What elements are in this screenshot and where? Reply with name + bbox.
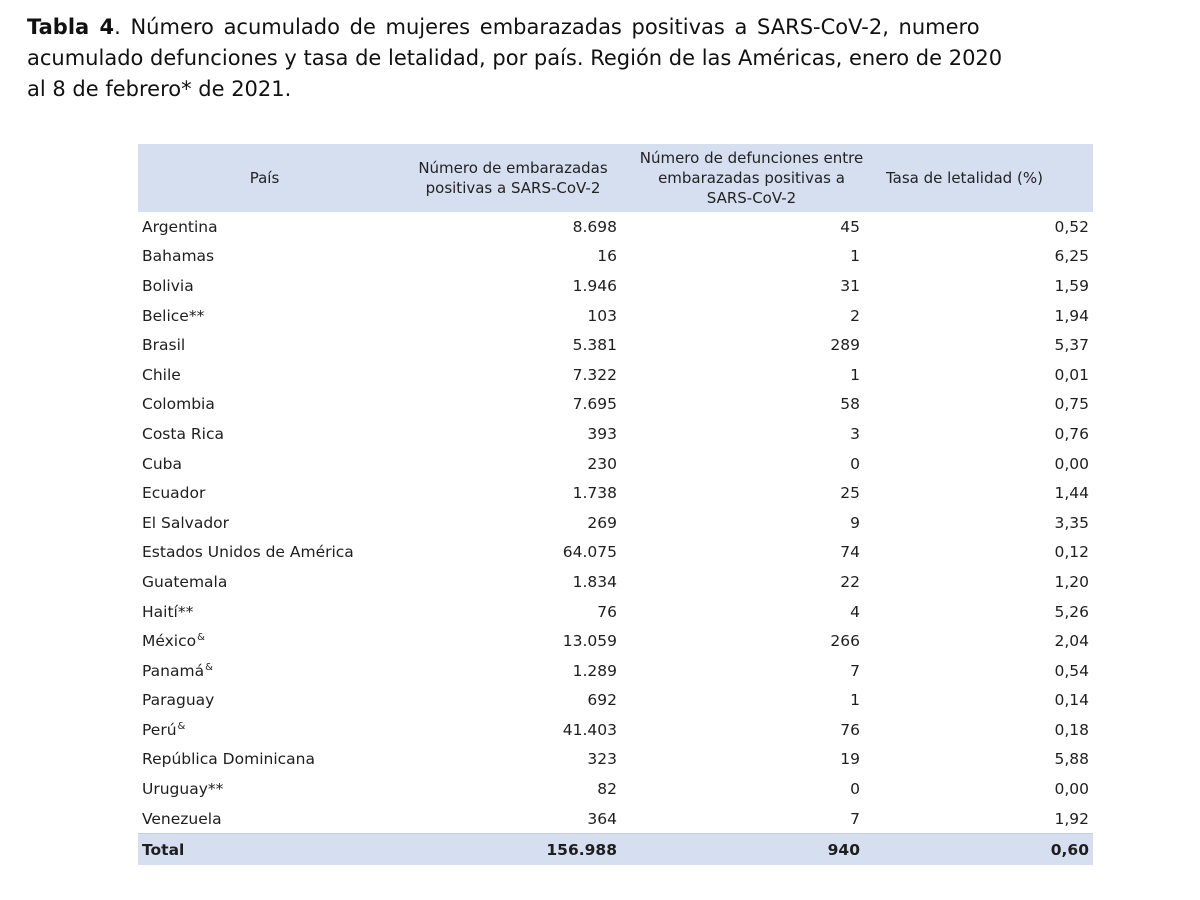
cell-rate: 0,01 bbox=[1054, 365, 1089, 384]
cell-country bbox=[138, 419, 391, 449]
cell-deaths: 76 bbox=[840, 720, 860, 739]
header-cases: Número de embarazadas positivas a SARS-CoV-2 bbox=[391, 144, 635, 212]
cell-rate: 1,92 bbox=[1054, 809, 1089, 828]
cell-country bbox=[138, 449, 391, 479]
footnote-marker: & bbox=[197, 632, 205, 644]
cell-country bbox=[138, 478, 391, 508]
cell-deaths: 31 bbox=[840, 276, 860, 295]
country-name: Costa Rica bbox=[142, 424, 224, 443]
table-row bbox=[138, 745, 1093, 775]
cell-deaths: 1 bbox=[850, 691, 860, 710]
caption-line-1 bbox=[27, 12, 1200, 43]
country-name: Chile bbox=[142, 365, 181, 384]
cell-rate: 0,14 bbox=[1054, 691, 1089, 710]
table-row bbox=[138, 212, 1093, 242]
table-row bbox=[138, 597, 1093, 627]
cell-country bbox=[138, 597, 391, 627]
table-header-row bbox=[138, 144, 1093, 212]
cell-rate: 6,25 bbox=[1054, 247, 1089, 266]
cell-deaths: 7 bbox=[850, 809, 860, 828]
table-row bbox=[138, 508, 1093, 538]
country-name: Bahamas bbox=[142, 247, 215, 266]
cell-country bbox=[138, 242, 391, 272]
cell-rate: 3,35 bbox=[1054, 513, 1089, 532]
footnote-marker: & bbox=[205, 661, 213, 673]
cell-rate: 0,54 bbox=[1054, 661, 1089, 680]
cell-deaths: 266 bbox=[830, 632, 860, 651]
cell-country bbox=[138, 715, 391, 745]
cell-deaths: 3 bbox=[850, 424, 860, 443]
cell-deaths: 58 bbox=[840, 395, 860, 414]
country-name: México bbox=[142, 632, 197, 651]
cell-cases: 64.075 bbox=[562, 543, 617, 562]
cell-cases: 230 bbox=[587, 454, 617, 473]
cell-country bbox=[138, 804, 391, 834]
cell-rate: 0,76 bbox=[1054, 424, 1089, 443]
table-row bbox=[138, 271, 1093, 301]
cell-deaths: 25 bbox=[840, 484, 860, 503]
cell-rate: 0,75 bbox=[1054, 395, 1089, 414]
cell-rate: 1,59 bbox=[1054, 276, 1089, 295]
cell-cases: 5.381 bbox=[572, 336, 617, 355]
table-row bbox=[138, 419, 1093, 449]
cell-rate: 0,12 bbox=[1054, 543, 1089, 562]
cell-rate: 0,52 bbox=[1054, 217, 1089, 236]
cell-cases: 103 bbox=[587, 306, 617, 325]
country-name: Argentina bbox=[142, 217, 218, 236]
table-row bbox=[138, 656, 1093, 686]
table-row bbox=[138, 715, 1093, 745]
country-name: Venezuela bbox=[142, 809, 222, 828]
cell-cases: 8.698 bbox=[572, 217, 617, 236]
cell-cases: 1.946 bbox=[572, 276, 617, 295]
cell-country bbox=[138, 390, 391, 420]
cell-rate: 5,37 bbox=[1054, 336, 1089, 355]
cell-rate: 1,44 bbox=[1054, 484, 1089, 503]
cell-cases: 13.059 bbox=[562, 632, 617, 651]
total-label: Total bbox=[138, 834, 391, 866]
cell-cases: 1.289 bbox=[572, 661, 617, 680]
cell-cases: 393 bbox=[587, 424, 617, 443]
cell-cases: 1.738 bbox=[572, 484, 617, 503]
cell-country bbox=[138, 330, 391, 360]
table-body bbox=[138, 212, 1093, 834]
table-row bbox=[138, 567, 1093, 597]
country-name: Uruguay** bbox=[142, 780, 224, 799]
cell-deaths: 22 bbox=[840, 572, 860, 591]
header-deaths: Número de defunciones entre embarazadas positivas a SARS-CoV-2 bbox=[635, 144, 868, 212]
header-country: País bbox=[138, 144, 391, 212]
cell-rate: 2,04 bbox=[1054, 632, 1089, 651]
table-row bbox=[138, 449, 1093, 479]
table-row bbox=[138, 804, 1093, 834]
cell-country bbox=[138, 271, 391, 301]
cell-country bbox=[138, 301, 391, 331]
total-rate: 0,60 bbox=[868, 834, 1093, 866]
country-name: Estados Unidos de América bbox=[142, 543, 354, 562]
country-name: El Salvador bbox=[142, 513, 230, 532]
cell-rate: 1,20 bbox=[1054, 572, 1089, 591]
caption-label: Tabla 4 bbox=[27, 15, 115, 39]
cell-deaths: 74 bbox=[840, 543, 860, 562]
cell-country bbox=[138, 360, 391, 390]
cell-cases: 7.322 bbox=[572, 365, 617, 384]
table-row bbox=[138, 626, 1093, 656]
table-row bbox=[138, 390, 1093, 420]
country-name: Ecuador bbox=[142, 484, 206, 503]
caption-line-1-text: . Número acumulado de mujeres embarazadas positivas a SARS-CoV-2, numero bbox=[114, 15, 980, 39]
total-deaths: 940 bbox=[635, 834, 868, 866]
country-name: Perú bbox=[142, 720, 177, 739]
cell-cases: 323 bbox=[587, 750, 617, 769]
table-row bbox=[138, 686, 1093, 716]
cell-cases: 7.695 bbox=[572, 395, 617, 414]
cell-cases: 269 bbox=[587, 513, 617, 532]
country-name: Panamá bbox=[142, 661, 205, 680]
footnote-marker: & bbox=[177, 720, 186, 732]
country-name: Haití** bbox=[142, 602, 194, 621]
country-name: Bolivia bbox=[142, 276, 194, 295]
country-name: República Dominicana bbox=[142, 750, 315, 769]
cell-cases: 1.834 bbox=[572, 572, 617, 591]
cell-deaths: 9 bbox=[850, 513, 860, 532]
cell-rate: 5,88 bbox=[1054, 750, 1089, 769]
country-name: Colombia bbox=[142, 395, 215, 414]
country-name: Paraguay bbox=[142, 691, 215, 710]
cell-deaths: 1 bbox=[850, 365, 860, 384]
cell-deaths: 4 bbox=[850, 602, 860, 621]
cell-cases: 82 bbox=[597, 780, 617, 799]
country-name: Guatemala bbox=[142, 572, 228, 591]
total-row bbox=[138, 834, 1093, 866]
table-row bbox=[138, 301, 1093, 331]
total-cases: 156.988 bbox=[391, 834, 635, 866]
table-row bbox=[138, 774, 1093, 804]
cell-cases: 76 bbox=[597, 602, 617, 621]
cell-country bbox=[138, 774, 391, 804]
cell-country bbox=[138, 745, 391, 775]
cell-deaths: 1 bbox=[850, 247, 860, 266]
header-rate: Tasa de letalidad (%) bbox=[868, 144, 1093, 212]
cell-deaths: 19 bbox=[840, 750, 860, 769]
country-name: Brasil bbox=[142, 336, 186, 355]
cell-deaths: 289 bbox=[830, 336, 860, 355]
cell-deaths: 0 bbox=[850, 454, 860, 473]
cell-cases: 16 bbox=[597, 247, 617, 266]
table-row bbox=[138, 242, 1093, 272]
country-name: Belice** bbox=[142, 306, 205, 325]
table-caption bbox=[27, 12, 1200, 105]
cell-deaths: 0 bbox=[850, 780, 860, 799]
data-table bbox=[138, 144, 1093, 865]
cell-rate: 1,94 bbox=[1054, 306, 1089, 325]
cell-rate: 0,18 bbox=[1054, 720, 1089, 739]
caption-line-2: acumulado defunciones y tasa de letalidad, por país. Región de las Américas, enero de 2020 bbox=[27, 46, 1003, 70]
data-table-container bbox=[138, 144, 1093, 865]
cell-deaths: 7 bbox=[850, 661, 860, 680]
cell-cases: 41.403 bbox=[562, 720, 617, 739]
cell-rate: 5,26 bbox=[1054, 602, 1089, 621]
cell-country bbox=[138, 538, 391, 568]
country-name: Cuba bbox=[142, 454, 182, 473]
table-row bbox=[138, 330, 1093, 360]
cell-rate: 0,00 bbox=[1054, 454, 1089, 473]
cell-country bbox=[138, 508, 391, 538]
table-row bbox=[138, 360, 1093, 390]
table-row bbox=[138, 538, 1093, 568]
cell-cases: 364 bbox=[587, 809, 617, 828]
cell-country bbox=[138, 212, 391, 242]
caption-line-3: al 8 de febrero* de 2021. bbox=[27, 77, 292, 101]
cell-country bbox=[138, 567, 391, 597]
cell-cases: 692 bbox=[587, 691, 617, 710]
cell-deaths: 2 bbox=[850, 306, 860, 325]
cell-rate: 0,00 bbox=[1054, 780, 1089, 799]
cell-country bbox=[138, 626, 391, 656]
cell-country bbox=[138, 656, 391, 686]
cell-country bbox=[138, 686, 391, 716]
cell-deaths: 45 bbox=[840, 217, 860, 236]
table-row bbox=[138, 478, 1093, 508]
